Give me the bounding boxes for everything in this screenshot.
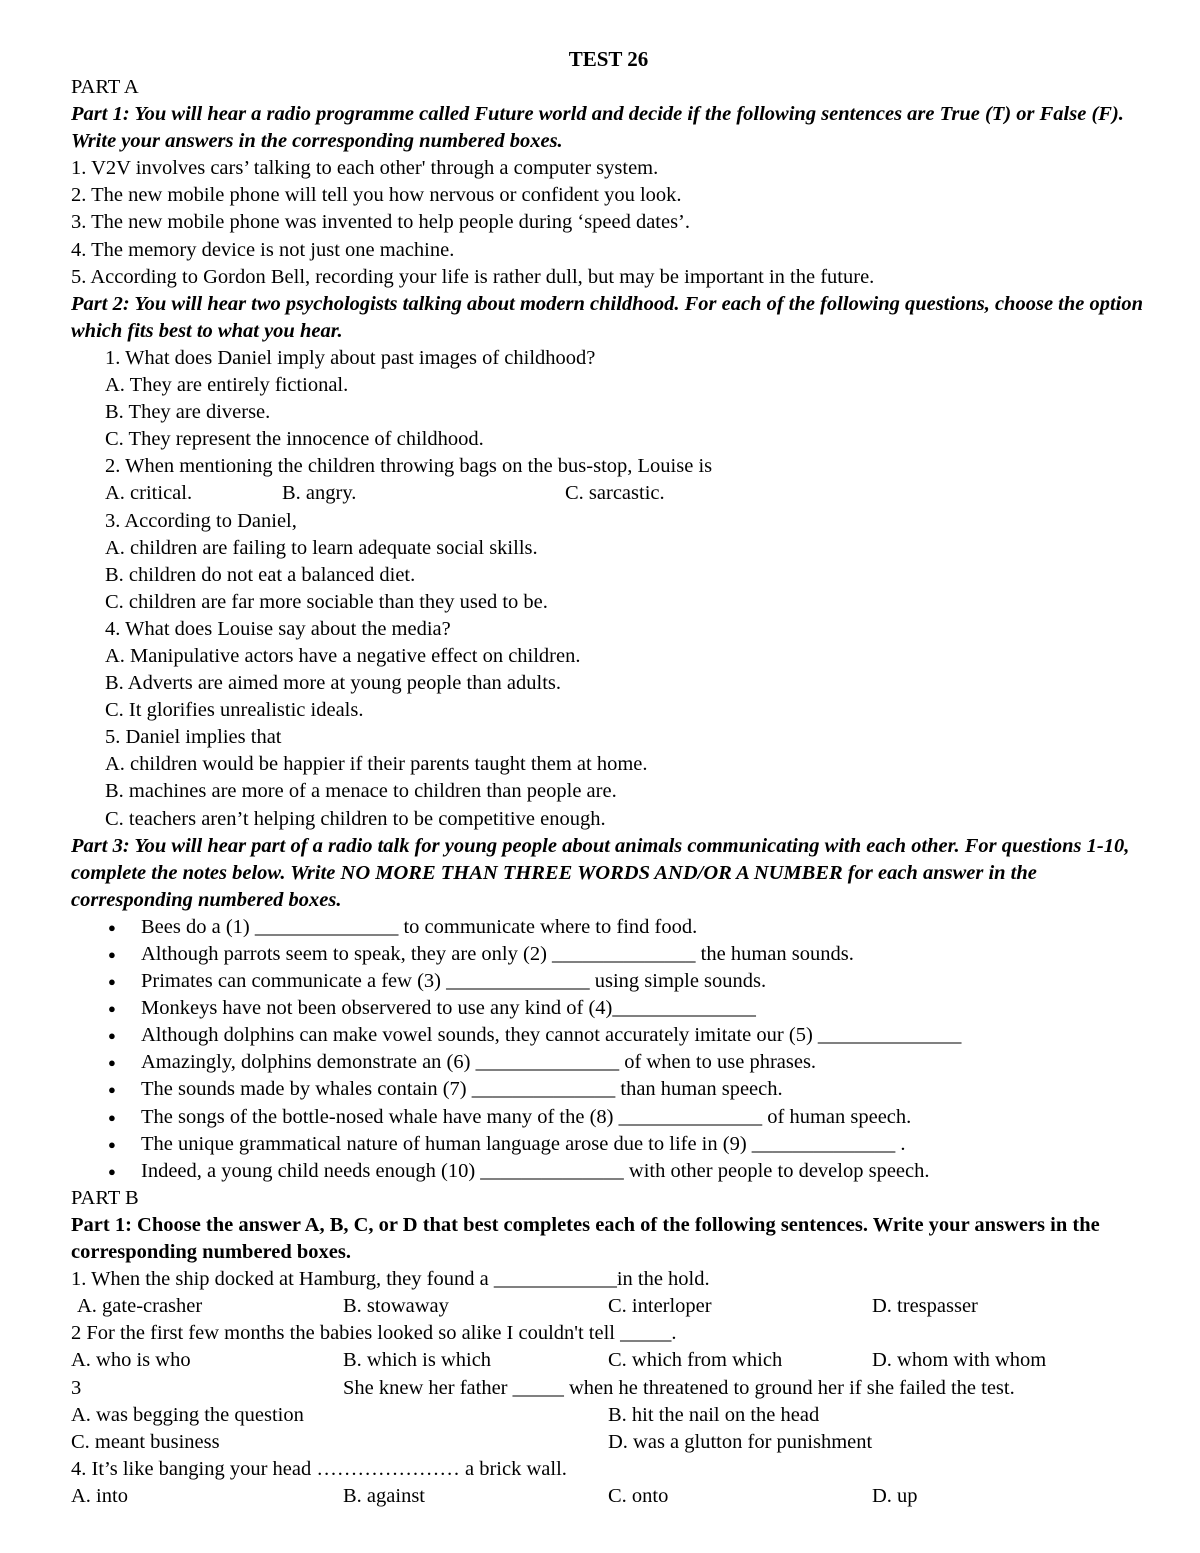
test-title: TEST 26 <box>568 47 649 71</box>
option: C. teachers aren’t helping children to be competitive enough. <box>105 807 606 830</box>
list-item: 1. V2V involves cars’ talking to each other' through a computer system. <box>71 157 659 180</box>
option: C. They represent the innocence of childhood. <box>105 428 484 451</box>
option: B. children do not eat a balanced diet. <box>105 563 416 586</box>
option: C. interloper <box>608 1295 712 1318</box>
option: D. trespasser <box>872 1295 978 1318</box>
option: D. up <box>872 1484 918 1507</box>
part-a-part1-instruction: Part 1: You will hear a radio programme called Future world and decide if the following sentences are True (T) or False (F). Write your answers in the corresponding numbered boxes. <box>71 103 1124 153</box>
option: C. sarcastic. <box>565 482 665 505</box>
part-a-heading: PART A <box>71 76 139 98</box>
part-a-part2-instruction: Part 2: You will hear two psychologists talking about modern childhood. For each of the following questions, choose the option which fits best to what you hear. <box>71 292 1144 342</box>
option: A. Manipulative actors have a negative effect on children. <box>105 644 581 667</box>
question: 1. When the ship docked at Hamburg, they found a ____________in the hold. <box>71 1268 710 1291</box>
list-item: 5. According to Gordon Bell, recording your life is rather dull, but may be important in the future. <box>71 265 875 288</box>
question: 3. According to Daniel, <box>105 509 297 532</box>
option: B. machines are more of a menace to children than people are. <box>105 780 617 803</box>
list-item: ● Although parrots seem to speak, they are only (2) ______________ the human sounds. <box>71 941 1146 968</box>
option: A. children are failing to learn adequate social skills. <box>105 536 538 559</box>
list-item: ● Primates can communicate a few (3) ______________ using simple sounds. <box>71 968 1146 995</box>
option: B. hit the nail on the head <box>608 1403 820 1426</box>
list-item: ● Although dolphins can make vowel sounds, they cannot accurately imitate our (5) ______________ <box>71 1022 1146 1049</box>
option: B. stowaway <box>343 1295 449 1318</box>
question: 1. What does Daniel imply about past images of childhood? <box>105 346 596 369</box>
list-item: ● Monkeys have not been observered to use any kind of (4)______________ <box>71 995 1146 1022</box>
list-item: ● The sounds made by whales contain (7) ______________ than human speech. <box>71 1076 1146 1103</box>
list-item: 4. The memory device is not just one machine. <box>71 238 455 261</box>
option-row <box>71 1483 1146 1510</box>
list-item: 3. The new mobile phone was invented to help people during ‘speed dates’. <box>71 211 691 234</box>
option: A. was begging the question <box>71 1403 304 1426</box>
list-item: ● Bees do a (1) ______________ to communicate where to find food. <box>71 914 1146 941</box>
question-number: 3 <box>71 1376 82 1399</box>
notes-list <box>71 914 1146 1185</box>
question: 5. Daniel implies that <box>105 726 282 749</box>
option: D. was a glutton for punishment <box>608 1430 873 1453</box>
option-row <box>71 1347 1146 1374</box>
part-a-part3-instruction: Part 3: You will hear part of a radio talk for young people about animals communicating with each other. For questions 1-10, complete the notes below. Write NO MORE THAN THREE WORDS AND/OR A NUMBER for each answer in the corresponding numbered boxes. <box>71 834 1130 911</box>
option: C. meant business <box>71 1430 220 1453</box>
option: A. into <box>71 1484 128 1507</box>
question-row <box>71 1375 1146 1402</box>
option: A. children would be happier if their parents taught them at home. <box>105 753 648 776</box>
option: C. which from which <box>608 1349 783 1372</box>
question: 4. What does Louise say about the media? <box>105 617 451 640</box>
document-page <box>71 44 1146 1510</box>
option-row <box>71 1293 1146 1320</box>
list-item: ● Amazingly, dolphins demonstrate an (6) ______________ of when to use phrases. <box>71 1049 1146 1076</box>
option: B. which is which <box>343 1349 492 1372</box>
option: A. gate-crasher <box>77 1295 203 1318</box>
option: B. against <box>343 1484 425 1507</box>
option-row <box>71 1402 1146 1429</box>
option: C. onto <box>608 1484 669 1507</box>
list-item: 2. The new mobile phone will tell you how nervous or confident you look. <box>71 184 682 207</box>
option: B. They are diverse. <box>105 401 271 424</box>
question: She knew her father _____ when he threatened to ground her if she failed the test. <box>343 1376 1015 1399</box>
option: A. critical. <box>105 482 193 505</box>
option: C. children are far more sociable than they used to be. <box>105 590 548 613</box>
option: B. Adverts are aimed more at young people than adults. <box>105 672 562 695</box>
option: C. It glorifies unrealistic ideals. <box>105 699 364 722</box>
part-b-heading: PART B <box>71 1186 139 1209</box>
option: A. who is who <box>71 1349 191 1372</box>
option-row <box>71 480 1146 507</box>
option-row <box>71 1429 1146 1456</box>
question: 2. When mentioning the children throwing bags on the bus-stop, Louise is <box>105 455 713 478</box>
option: A. They are entirely fictional. <box>105 374 349 397</box>
option: D. whom with whom <box>872 1349 1047 1372</box>
list-item: ● Indeed, a young child needs enough (10) ______________ with other people to develop speech. <box>71 1158 1146 1185</box>
part-b-part1-instruction: Part 1: Choose the answer A, B, C, or D that best completes each of the following sentences. Write your answers in the corresponding numbered boxes. <box>71 1213 1100 1264</box>
question: 4. It’s like banging your head ………………… a brick wall. <box>71 1457 567 1480</box>
question: 2 For the first few months the babies looked so alike I couldn't tell _____. <box>71 1322 677 1345</box>
list-item: ● The songs of the bottle-nosed whale have many of the (8) ______________ of human speech. <box>71 1104 1146 1131</box>
option: B. angry. <box>282 482 357 505</box>
list-item: ● The unique grammatical nature of human language arose due to life in (9) ______________ . <box>71 1131 1146 1158</box>
